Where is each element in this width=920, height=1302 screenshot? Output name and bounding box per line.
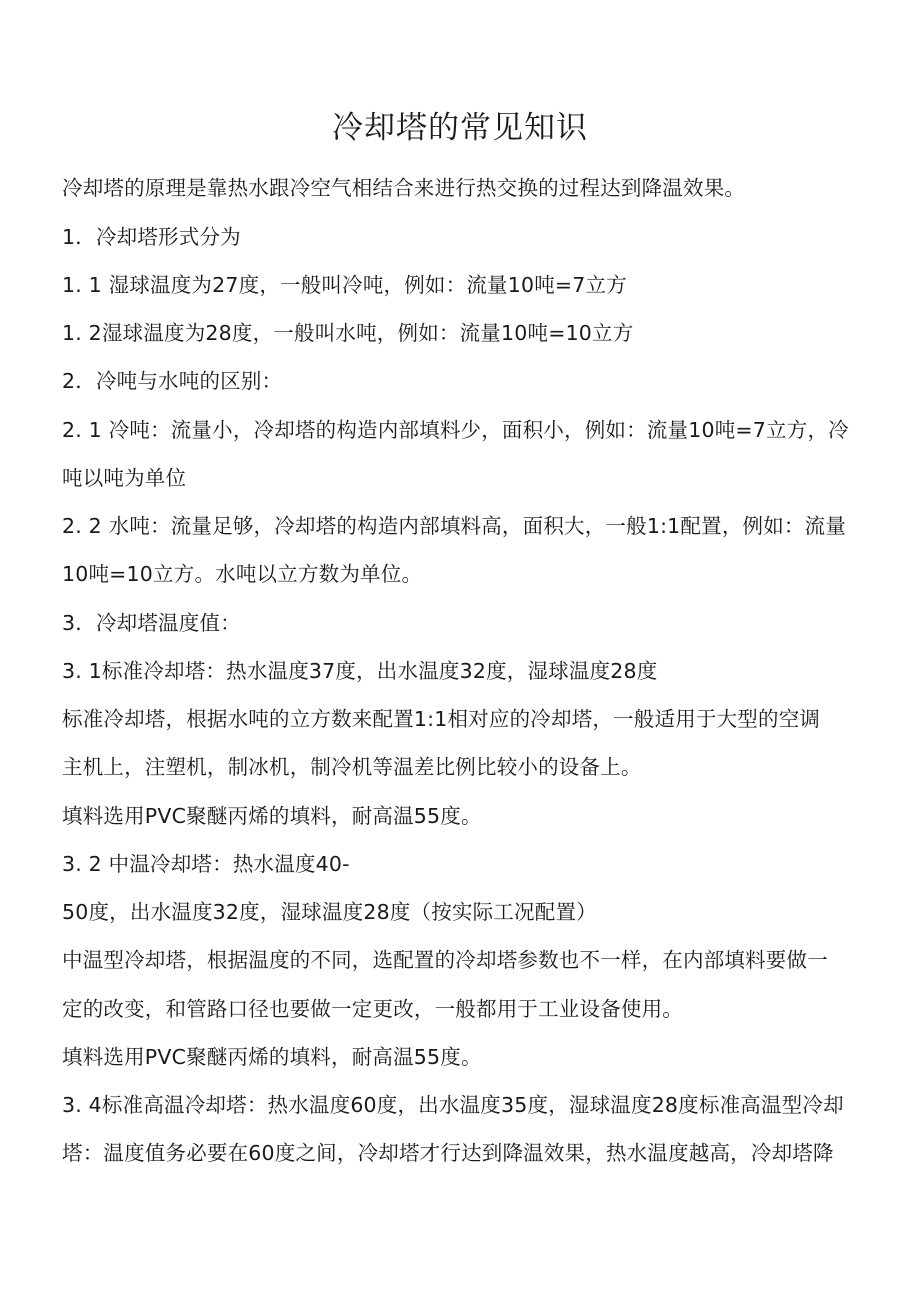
paragraph-line-3-1: 3. 1标准冷却塔：热水温度37度，出水温度32度，湿球温度28度 xyxy=(62,659,658,683)
paragraph-line-1-1: 1. 1 湿球温度为27度，一般叫冷吨，例如：流量10吨=7立方 xyxy=(62,273,627,297)
paragraph-line-3-2: 3. 2 中温冷却塔：热水温度40- xyxy=(62,852,350,876)
paragraph-line-3-4: 3. 4标准高温冷却塔：热水温度60度，出水温度35度，湿球温度28度标准高温型冷却 xyxy=(62,1093,844,1117)
paragraph-line-3-2-cont: 50度，出水温度32度，湿球温度28度（按实际工况配置） xyxy=(62,900,597,924)
paragraph-line-section-3: 3．冷却塔温度值： xyxy=(62,611,241,635)
paragraph-line-3-1-desc: 标准冷却塔，根据水吨的立方数来配置1:1相对应的冷却塔，一般适用于大型的空调 xyxy=(62,707,821,731)
paragraph-line-3-2-desc: 中温型冷却塔，根据温度的不同，选配置的冷却塔参数也不一样，在内部填料要做一 xyxy=(62,948,828,972)
paragraph-line-1-2: 1. 2湿球温度为28度，一般叫水吨，例如：流量10吨=10立方 xyxy=(62,321,634,345)
paragraph-line-2-2: 2. 2 水吨：流量足够，冷却塔的构造内部填料高，面积大，一般1:1配置，例如：流量 xyxy=(62,514,847,538)
paragraph-line-section-1: 1．冷却塔形式分为 xyxy=(62,225,241,249)
paragraph-line-section-2: 2．冷吨与水吨的区别： xyxy=(62,369,283,393)
paragraph-line-2-1-cont: 吨以吨为单位 xyxy=(62,466,187,490)
paragraph-line-3-1-desc-cont: 主机上，注塑机，制冰机，制冷机等温差比例比较小的设备上。 xyxy=(62,755,642,779)
paragraph-line-2-1: 2. 1 冷吨：流量小，冷却塔的构造内部填料少，面积小，例如：流量10吨=7立方，冷 xyxy=(62,418,849,442)
paragraph-line-3-2-fill: 填料选用PVC聚醚丙烯的填料，耐高温55度。 xyxy=(62,1045,482,1069)
paragraph-line-3-2-desc-cont: 定的改变，和管路口径也要做一定更改，一般都用于工业设备使用。 xyxy=(62,997,683,1021)
paragraph-line-3-4-cont: 塔：温度值务必要在60度之间，冷却塔才行达到降温效果，热水温度越高，冷却塔降 xyxy=(62,1141,834,1165)
paragraph-line-3-1-fill: 填料选用PVC聚醚丙烯的填料，耐高温55度。 xyxy=(62,804,482,828)
paragraph-line-principle: 冷却塔的原理是靠热水跟冷空气相结合来进行热交换的过程达到降温效果。 xyxy=(62,176,746,200)
document-title: 冷却塔的常见知识 xyxy=(332,110,588,146)
paragraph-line-2-2-cont: 10吨=10立方。水吨以立方数为单位。 xyxy=(62,562,423,586)
